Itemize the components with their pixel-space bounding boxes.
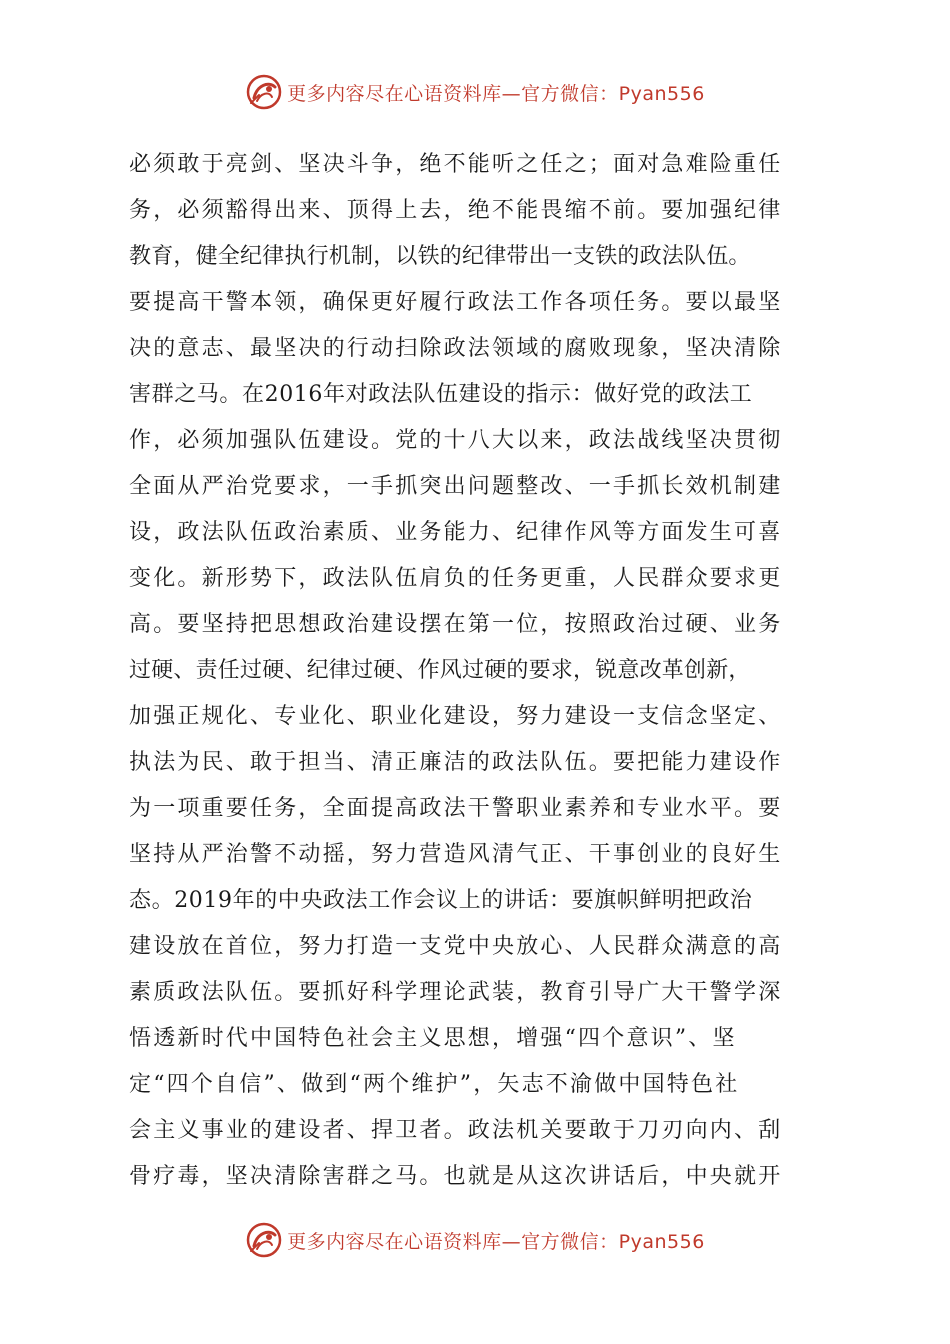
red-swirl-logo-icon (245, 1221, 283, 1259)
text-line: 态。2019年的中央政法工作会议上的讲话：要旗帜鲜明把政治 (129, 888, 753, 913)
document-body (129, 142, 829, 1200)
footer-banner (0, 1218, 950, 1262)
text-line: 会主义事业的建设者、捍卫者。政法机关要敢于刀刃向内、刮 (129, 1118, 783, 1143)
text-line: 作，必须加强队伍建设。党的十八大以来，政法战线坚决贯彻 (129, 428, 783, 453)
text-line: 素质政法队伍。要抓好科学理论武装，教育引导广大干警学深 (129, 980, 783, 1005)
footer-banner-text: 更多内容尽在心语资料库—官方微信：Pyan556 (287, 1230, 705, 1253)
text-line: 务，必须豁得出来、顶得上去，绝不能畏缩不前。要加强纪律 (129, 198, 783, 223)
header-banner-text: 更多内容尽在心语资料库—官方微信：Pyan556 (287, 82, 705, 105)
text-line: 为一项重要任务，全面提高政法干警职业素养和专业水平。要 (129, 796, 783, 821)
text-line: 变化。新形势下，政法队伍肩负的任务更重，人民群众要求更 (129, 566, 783, 591)
text-line: 建设放在首位，努力打造一支党中央放心、人民群众满意的高 (129, 934, 783, 959)
text-line: 骨疗毒，坚决清除害群之马。也就是从这次讲话后，中央就开 (129, 1164, 783, 1189)
text-line: 要提高干警本领，确保更好履行政法工作各项任务。要以最坚 (129, 290, 783, 315)
text-line: 坚持从严治警不动摇，努力营造风清气正、干事创业的良好生 (129, 842, 783, 867)
text-line: 执法为民、敢于担当、清正廉洁的政法队伍。要把能力建设作 (129, 750, 783, 775)
text-line: 害群之马。在2016年对政法队伍建设的指示：做好党的政法工 (129, 382, 753, 407)
red-swirl-logo-icon (245, 73, 283, 111)
text-line: 加强正规化、专业化、职业化建设，努力建设一支信念坚定、 (129, 704, 783, 729)
text-line: 教育，健全纪律执行机制，以铁的纪律带出一支铁的政法队伍。 (129, 244, 751, 269)
text-line: 设，政法队伍政治素质、业务能力、纪律作风等方面发生可喜 (129, 520, 783, 545)
text-line: 全面从严治党要求，一手抓突出问题整改、一手抓长效机制建 (129, 474, 783, 499)
header-banner (0, 70, 950, 114)
text-line: 决的意志、最坚决的行动扫除政法领域的腐败现象，坚决清除 (129, 336, 783, 361)
text-line: 过硬、责任过硬、纪律过硬、作风过硬的要求，锐意改革创新， (129, 658, 751, 683)
text-line: 悟透新时代中国特色社会主义思想，增强“四个意识”、坚 (129, 1026, 737, 1051)
text-line: 必须敢于亮剑、坚决斗争，绝不能听之任之；面对急难险重任 (129, 152, 783, 177)
text-line: 定“四个自信”、做到“两个维护”，矢志不渝做中国特色社 (129, 1072, 740, 1097)
text-line: 高。要坚持把思想政治建设摆在第一位，按照政治过硬、业务 (129, 612, 783, 637)
